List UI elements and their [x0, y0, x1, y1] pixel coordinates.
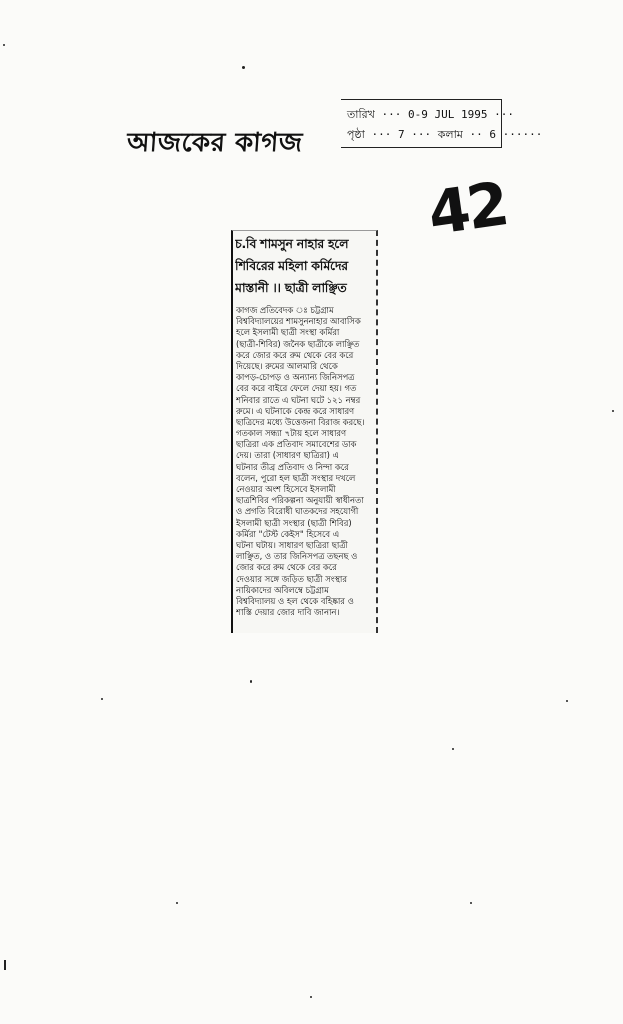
- article-body-line: বের করে বাইরে ফেলে দেয়া হয়। গত: [236, 383, 357, 394]
- article-body-line: ও প্রগতি বিরোধী ঘাতকদের সহযোগী: [236, 506, 359, 517]
- article-body-line: শাস্তি দেয়ার জোর দাবি জানান।: [236, 607, 340, 618]
- article-body-line: রুমে। এ ঘটনাকে কেন্দ্র করে সাধারণ: [236, 405, 355, 416]
- paper-speck: [566, 700, 568, 702]
- article-body-line: গতকাল সন্ধ্যা ৭টায় হলে সাধারণ: [236, 428, 347, 439]
- article-body-line: বলেন, পুরো হল ছাত্রী সংস্থার দখলে: [236, 472, 356, 483]
- paper-speck: [612, 410, 614, 412]
- paper-speck: [101, 698, 103, 700]
- article-clipping: [231, 230, 378, 633]
- paper-speck: [3, 44, 5, 46]
- article-body-line: নায়িকাদের অবিলম্বে চট্টগ্রাম: [236, 584, 329, 595]
- headline-line: চ.বি শামসুন নাহার হলে: [235, 236, 349, 251]
- article-body-line: কাপড়-চোপড় ও অন্যান্য জিনিসপত্র: [236, 372, 355, 383]
- article-body-line: ইসলামী ছাত্রী সংস্থার (ছাত্রী শিবির): [236, 517, 352, 528]
- article-body-line: বিশ্ববিদ্যালয় ও হল থেকে বহিষ্কার ও: [236, 595, 354, 606]
- paper-speck: [470, 902, 472, 904]
- article-body-line: দেয়। তারা (সাধারণ ছাত্রিরা) এ: [236, 450, 339, 461]
- article-body-line: ছাত্রিদের মধ্যে উত্তেজনা বিরাজ করছে।: [236, 416, 365, 427]
- paper-speck: [250, 680, 252, 683]
- article-body-line: হলে ইসলামী ছাত্রী সংস্থা কর্মিরা: [236, 327, 340, 338]
- date-value: 0-9 JUL 1995: [408, 108, 488, 121]
- date-row: তারিখ ··· 0-9 JUL 1995 ···: [347, 108, 514, 121]
- paper-speck: [4, 960, 6, 970]
- article-body-line: (ছাত্রী-শিবির) জনৈক ছাত্রীকে লাঞ্ছিত: [236, 338, 360, 349]
- headline-line: মাস্তানী ।। ছাত্রী লাঞ্ছিত: [235, 280, 347, 295]
- article-headline: [235, 233, 373, 299]
- newspaper-masthead: আজকের কাগজ: [125, 128, 304, 158]
- article-body: [236, 305, 372, 618]
- article-body-line: ঘটনা ঘটায়। সাধারণ ছাত্রিরা ছাত্রী: [236, 539, 348, 550]
- paper-speck: [310, 996, 312, 998]
- paper-speck: [176, 902, 178, 904]
- article-body-line: দিয়েছে। রুমের আলমারি থেকে: [236, 360, 338, 371]
- paper-speck: [452, 748, 454, 750]
- article-body-line: কর্মিরা "টেস্ট কেইস" হিসেবে এ: [236, 528, 340, 539]
- date-label: তারিখ: [347, 108, 375, 121]
- page-label: পৃষ্ঠা: [347, 128, 365, 141]
- article-body-line: জোর করে রুম থেকে বের করে: [236, 562, 337, 573]
- paper-speck: [242, 66, 245, 69]
- handwritten-page-number: 42: [424, 169, 511, 250]
- article-body-line: করে জোর করে রুম থেকে বের করে: [236, 349, 354, 360]
- article-body-line: ছাত্রশিবির পরিকল্পনা অনুযায়ী স্বাধীনতা: [236, 495, 364, 506]
- article-body-line: ঘটনার তীব্র প্রতিবাদ ও নিন্দা করে: [236, 461, 349, 472]
- page-column-row: পৃষ্ঠা ··· 7 ··· কলাম ·· 6 ······: [347, 128, 543, 141]
- article-body-line: কাগজ প্রতিবেদক ঃ চট্টগ্রাম: [236, 305, 334, 315]
- article-body-line: নেওয়ার অংশ হিসেবে ইসলামী: [236, 484, 336, 494]
- article-body-line: লাঞ্ছিত, ও তার জিনিসপত্র তছনছ ও: [236, 551, 358, 562]
- page-value: 7: [397, 128, 405, 141]
- headline-line: শিবিরের মহিলা কর্মিদের: [235, 258, 348, 273]
- date-stamp: [341, 99, 543, 148]
- article-body-line: শনিবার রাতে এ ঘটনা ঘটে ১২১ নম্বর: [236, 394, 361, 405]
- article-body-line: দেওয়ার সঙ্গে জড়িত ছাত্রী সংস্থার: [236, 573, 347, 584]
- article-body-line: বিশ্ববিদ্যালয়ের শামসুননাহার আবাসিক: [236, 316, 361, 327]
- column-value: 6: [489, 128, 497, 141]
- column-label: কলাম: [437, 128, 463, 141]
- article-body-line: ছাত্রিরা এক প্রতিবাদ সমাবেশের ডাক: [236, 439, 357, 450]
